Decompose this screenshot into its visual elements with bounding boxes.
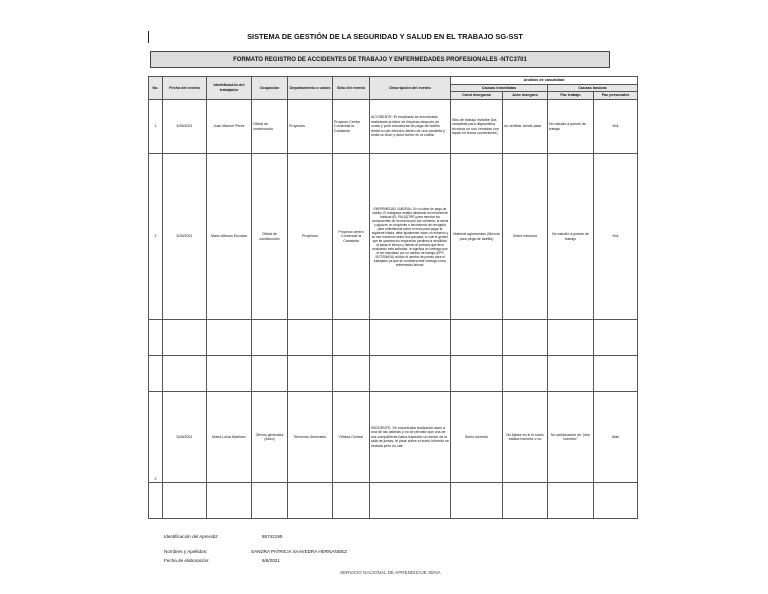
footer-id-label: Identificación del Aprendiz: — [164, 534, 219, 539]
cell-no: 3 — [149, 392, 163, 483]
cell-ocupacion — [252, 320, 288, 356]
cell-descripcion: INCIDENTE: Se encontraba realizando aseo a una de las cabinas y no se percató que una de sus compañeras había trapeado un sector de la sala de juntas, al pisar sobre el suelo húmedo se resbala pero no cae — [370, 392, 451, 483]
footer-name-label: Nombres y Apellidos: — [164, 549, 208, 554]
cell-fecha: 5/28/2021 — [163, 154, 207, 320]
cell-cond — [451, 483, 503, 519]
cell-descripcion — [370, 356, 451, 392]
cell-cond: Material aglomerado (Mezcla para pega de ladrillo) — [451, 154, 503, 320]
cell-fac-trabajo: No estudio a puesto de trabajo — [548, 100, 594, 154]
document-title: SISTEMA DE GESTIÓN DE LA SEGURIDAD Y SALUD EN EL TRABAJO SG-SST — [247, 32, 523, 41]
cell-descripcion — [370, 320, 451, 356]
cell-cond — [451, 320, 503, 356]
cell-fac-personales — [594, 320, 638, 356]
cell-fecha — [163, 356, 207, 392]
cell-trabajador — [207, 356, 252, 392]
cell-descripcion: ACCIDENTE: El empleado se encontraba realizando la labor de limpieza después de cortar y pulir estructuras de pega de ladrillo metal su pie derecho dentro de una canaleta y sintió un tirón y dolor fuerte en la rodilla — [370, 100, 451, 154]
cell-departamento — [288, 356, 333, 392]
cell-trabajador: Mario Alfonso Escobar — [207, 154, 252, 320]
cell-acto: Sobre esfuerzo — [503, 154, 548, 320]
cell-no: 2 — [149, 154, 163, 320]
group-header-causas-inmediatas: Causas inmediatas — [451, 84, 548, 92]
col-header-trabajador: Identificación del trabajador — [207, 77, 252, 100]
margin-marker — [148, 31, 149, 43]
cell-no — [149, 320, 163, 356]
col-header-cond: Cond inseguras — [451, 92, 503, 100]
table-row — [149, 483, 638, 519]
footer-name-value: SANDRA PATRICIA SAAVEDRA HERNANDEZ — [251, 549, 347, 554]
cell-cond: Suelo húmedo — [451, 392, 503, 483]
cell-no — [149, 356, 163, 392]
cell-fecha — [163, 320, 207, 356]
table-row — [149, 320, 638, 356]
footer-date-label: Fecha de elaboración: — [164, 558, 210, 563]
col-header-no: No. — [149, 77, 163, 100]
cell-acto: no verificar donde pisar — [503, 100, 548, 154]
cell-departamento: Servicios Generales — [288, 392, 333, 483]
cell-fecha: 5/28/2021 — [163, 100, 207, 154]
cell-departamento — [288, 320, 333, 356]
cell-departamento: Proyectos — [288, 100, 333, 154]
col-header-fac-personales: Fac personales — [594, 92, 638, 100]
cell-fac-trabajo: No estudio a puesto de trabajo — [548, 154, 594, 320]
cell-fac-personales: N/A — [594, 100, 638, 154]
cell-acto — [503, 320, 548, 356]
table-row — [149, 100, 638, 154]
col-header-ocupacion: Ocupación — [252, 77, 288, 100]
cell-departamento — [288, 483, 333, 519]
cell-fecha — [163, 483, 207, 519]
cell-acto: No fijarse en si el suelo estaba húmedo o no — [503, 392, 548, 483]
form-title: FORMATO REGISTRO DE ACCIDENTES DE TRABAJO Y ENFERMEDADES PROFESIONALES -NTC3701 — [233, 56, 527, 63]
cell-fac-trabajo — [548, 320, 594, 356]
cell-sitio — [333, 356, 370, 392]
cell-trabajador — [207, 320, 252, 356]
cell-fecha: 5/28/2021 — [163, 392, 207, 483]
accident-register-table — [148, 76, 638, 519]
cell-sitio — [333, 320, 370, 356]
table-row — [149, 154, 638, 320]
col-header-fecha: Fecha del evento — [163, 77, 207, 100]
cell-sitio: Proyecto Centro Comercial la Cantabria — [333, 100, 370, 154]
col-header-fac-trabajo: Fac trabajo — [548, 92, 594, 100]
cell-cond — [451, 356, 503, 392]
col-header-acto: Acto inseguro — [503, 92, 548, 100]
cell-no — [149, 483, 163, 519]
col-header-departamento: Departamento o unaes — [288, 77, 333, 100]
cell-cond: Sitio de trabajo invisible (los canaletas para dispositivos técnicos no son cerradas con tapas en forma conveniente) — [451, 100, 503, 154]
footer-id-value: 65742195 — [262, 534, 283, 539]
cell-sitio — [333, 483, 370, 519]
group-header-analisis: Análisis de casualidad — [451, 77, 638, 85]
cell-trabajador: María Luisa Martínez — [207, 392, 252, 483]
cell-fac-trabajo — [548, 483, 594, 519]
cell-fac-trabajo: No señalización de "piso húmedo" — [548, 392, 594, 483]
col-header-sitio: Sitio del evento — [333, 77, 370, 100]
cell-trabajador: Juan Manuel Pérez — [207, 100, 252, 154]
cell-sitio: Oficina Central — [333, 392, 370, 483]
cell-descripcion: ENFERMEDAD LABORAL: En su labor de pega de ladrillo, El trabajador estaba utilizando la herramienta habitual (EL PALUSTRE) para mezclar los componentes de la mezcla que son cemento, la arena y agua en un recipiente o recomiendo de recogerla para redistribuirla sobre el muro para pegar la siguiente hilada, debe igualmente hacer un esfuerzo y en ese momento sintió una punzada, lo cual le generó que se quedara sin respiración perdiera la movilidad, al pasar el tiempo y debido al síntoma que lleva realizando esta actividad, le significa un lumbago que al ser estudiado por un médico de trabajo (EPS SISTEMAYA) solicitó el cambio de puesto para el trabajador ya que se considera este lumbago como enfermedad laboral. — [370, 154, 451, 320]
cell-trabajador — [207, 483, 252, 519]
cell-acto — [503, 356, 548, 392]
cell-no: 1 — [149, 100, 163, 154]
cell-fac-personales — [594, 483, 638, 519]
cell-fac-personales: N/A — [594, 154, 638, 320]
cell-sitio: Proyecto centro Comercial la Cantabria — [333, 154, 370, 320]
cell-acto — [503, 483, 548, 519]
cell-fac-personales — [594, 356, 638, 392]
table-row — [149, 356, 638, 392]
cell-ocupacion: Oficios generales (Aseo) — [252, 392, 288, 483]
cell-fac-trabajo — [548, 356, 594, 392]
cell-departamento: Proyectos — [288, 154, 333, 320]
cell-ocupacion — [252, 483, 288, 519]
table-row — [149, 392, 638, 483]
cell-descripcion — [370, 483, 451, 519]
footer-institution: SERVICIO NACIONAL DE APRENDIZAJE SENA — [340, 570, 441, 575]
cell-ocupacion: Oficial de construcción — [252, 100, 288, 154]
cell-ocupacion — [252, 356, 288, 392]
form-title-box — [150, 51, 610, 68]
cell-fac-personales: Afán — [594, 392, 638, 483]
cell-ocupacion: Oficial de construcción — [252, 154, 288, 320]
group-header-causas-basicas: Causas basicas — [548, 84, 638, 92]
footer-date-value: 6/6/2021 — [262, 558, 280, 563]
col-header-descripcion: Descripción del evento — [370, 77, 451, 100]
